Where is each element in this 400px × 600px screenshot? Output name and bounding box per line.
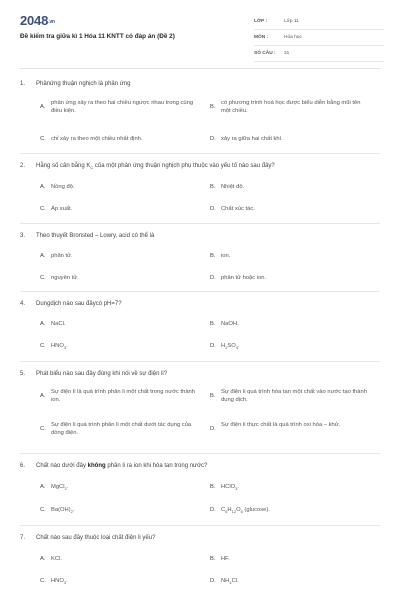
question-divider: [20, 223, 380, 224]
option-a[interactable]: A. MgCl$_2$.: [40, 484, 69, 492]
meta-value: 31: [284, 51, 290, 56]
option-c[interactable]: C. Sự điện li quá trình phân li một chất dưới tác dụng của dòng điện.: [40, 422, 192, 436]
question-divider: [20, 361, 380, 362]
page-title: Đề kiểm tra giữa kì 1 Hóa 11 KNTT có đáp án (Đề 2): [20, 33, 175, 40]
meta-table: [254, 14, 384, 62]
question-7: [20, 534, 380, 543]
question-4: [20, 300, 380, 309]
option-b[interactable]: B. HF.: [210, 556, 230, 562]
question-1: [20, 80, 380, 89]
question-6: [20, 462, 380, 471]
option-a[interactable]: A. phân tử.: [40, 253, 73, 259]
question-number: 2.: [20, 163, 26, 169]
meta-row-count: [254, 46, 384, 62]
option-a[interactable]: A. KCl.: [40, 556, 62, 562]
option-a[interactable]: A. Sự điện li là quá trình phân li một chất trong nước thành ion.: [40, 389, 196, 403]
question-number: 6.: [20, 463, 26, 469]
question-divider: [20, 525, 380, 526]
option-d[interactable]: D. $H_2SO_4$.: [210, 343, 240, 351]
question-number: 3.: [20, 233, 26, 239]
option-b[interactable]: B. Nhiệt độ.: [210, 184, 245, 190]
question-5: [20, 370, 380, 379]
option-c[interactable]: C. $HNO_3$.: [40, 343, 68, 351]
meta-row-subject: [254, 30, 384, 46]
option-b[interactable]: B. ion.: [210, 253, 231, 259]
option-a[interactable]: A. NaCl.: [40, 321, 66, 327]
option-b[interactable]: B. Sự điện li quá trình hòa tan một chất vào nước tạo thành dung dịch.: [210, 389, 367, 403]
question-text: Theo thuyết Bronsted – Lowry, acid có thể là: [36, 233, 155, 239]
question-number: 4.: [20, 301, 26, 307]
question-text: Dungdịch nào sau đâycó pH=7?: [36, 301, 122, 307]
question-text: Chất nào sau đây thuộc loại chất điện li yếu?: [36, 535, 156, 541]
header-divider: [20, 68, 380, 69]
option-d[interactable]: D. $C_6H_{12}O_6$ (glucose).: [210, 507, 270, 515]
question-2: [20, 162, 380, 172]
option-c[interactable]: C. $Ba(OH)_2$.: [40, 507, 75, 515]
question-text: Chất nào dưới đây không phân li ra ion khi hòa tan trong nước?: [36, 463, 208, 469]
meta-value: Lớp 11: [284, 19, 299, 24]
option-c[interactable]: C. Áp suất.: [40, 206, 73, 212]
option-b[interactable]: B. NaOH.: [210, 321, 239, 327]
option-d[interactable]: D. Sự điện li thực chất là quá trình oxi hóa – khử.: [210, 422, 341, 432]
option-b[interactable]: B. HClO$_3$.: [210, 484, 240, 492]
question-divider: [20, 291, 380, 292]
question-text: Hằng số cân bằng $K_C$ của một phản ứng thuận nghịch phụ thuộc vào yếu tố nào sau đây?: [36, 163, 275, 171]
header: [0, 0, 400, 66]
question-number: 1.: [20, 81, 26, 87]
question-text: Phát biểu nào sau đây đúng khi nói về sự điện li?: [36, 371, 168, 377]
site-logo[interactable]: 2048.vn: [20, 13, 55, 28]
question-text: Phảnứng thuận nghịch là phản ứng: [36, 81, 131, 87]
option-d[interactable]: D. Chất xúc tác.: [210, 206, 255, 212]
option-d[interactable]: D. xảy ra giữa hai chất khí.: [210, 136, 283, 142]
question-number: 5.: [20, 371, 26, 377]
meta-label: LỚP :: [254, 19, 268, 24]
option-c[interactable]: C. chỉ xảy ra theo một chiều nhất định.: [40, 136, 143, 142]
question-number: 7.: [20, 535, 26, 541]
meta-label: SỐ CÂU :: [254, 51, 276, 56]
meta-row-class: [254, 14, 384, 30]
option-a[interactable]: A. phản ứng xảy ra theo hai chiều ngược nhau trong cùng điều kiện.: [40, 100, 194, 114]
meta-value: Hóa học: [284, 35, 302, 40]
option-a[interactable]: A. Nồng độ.: [40, 184, 75, 190]
option-d[interactable]: D. phân tử hoặc ion.: [210, 275, 267, 281]
option-c[interactable]: C. $HNO_3$.: [40, 578, 68, 586]
meta-label: MÔN :: [254, 35, 269, 40]
question-divider: [20, 153, 380, 154]
option-c[interactable]: C. nguyên tử.: [40, 275, 79, 281]
question-divider: [20, 453, 380, 454]
option-d[interactable]: D. $NH_4Cl$.: [210, 578, 239, 586]
question-3: [20, 232, 380, 241]
option-b[interactable]: B. có phương trình hoá học được biểu diễn bằng mũi tên một chiều.: [210, 100, 361, 114]
